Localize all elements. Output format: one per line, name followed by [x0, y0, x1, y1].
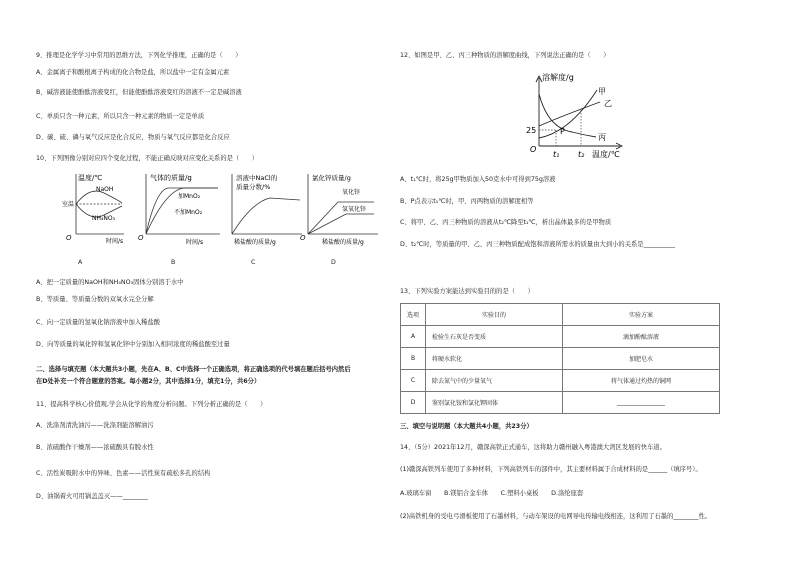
q11-option-d: D、油锅着火可用锅盖盖灭——________: [36, 493, 148, 500]
table-row: [401, 348, 720, 370]
graph-ylabel: 溶解度/g: [542, 73, 574, 82]
graph-a-xlabel: 时间/s: [106, 238, 124, 245]
q9-stem: 9、推理是化学学习中常用的思维方法，下列化学推理，正确的是（ ）: [36, 52, 242, 59]
row-b-purpose: 将硬水软化: [426, 348, 563, 370]
q12-option-b: B、P点表示t₁℃时，甲、丙两物质的溶解度相等: [400, 198, 534, 205]
q9-option-a: A、金属离子和酸根离子构成的化合物是盐，所以盐中一定有金属元素: [36, 69, 230, 76]
graph-c-tag: C: [251, 259, 256, 266]
graph-a-ylabel: 温度/℃: [78, 174, 103, 182]
solubility-graph: [512, 64, 630, 164]
q14-line1: 14、（5分）2021年12月，赣深高铁正式通车，这将助力赣州融入粤港澳大湾区发展的快车道。: [400, 444, 666, 451]
p-label: P: [560, 127, 565, 136]
q10-option-a: A、把一定质量的NaOH和NH₄NO₃固体分别溶于水中: [36, 279, 184, 286]
graph-c-ylabel-2: 质量分数/%: [236, 183, 271, 191]
row-a-purpose: 检验生石灰是否变质: [426, 326, 563, 348]
graph-c: [226, 168, 304, 248]
q10-stem: 10、下列图像分别对应四个变化过程，不能正确反映对应变化关系的是（ ）: [36, 155, 259, 162]
graph-a-tag: A: [78, 259, 83, 266]
q12-option-d: D、t₂℃时，等质量的甲、乙、丙三种物质配成饱和溶液所需水的质量由大到小的关系是__________: [400, 241, 676, 248]
graph-a-naoh: NaOH: [96, 186, 114, 193]
graph-b-ylabel: 气体的质量/g: [150, 174, 192, 182]
yi-label: 乙: [604, 99, 612, 108]
graph-a: [32, 168, 128, 248]
row-c-option: C: [401, 370, 426, 392]
table-row: [401, 392, 720, 414]
table-row: [401, 370, 720, 392]
graph-b-xlabel: 时间/s: [186, 239, 204, 246]
graph-b-without-mno2: 不加MnO₂: [174, 209, 203, 216]
row-d-option: D: [401, 392, 426, 414]
header-scheme: 实验方案: [563, 304, 720, 326]
q10-option-b: B、等质量、等质量分数的双氧水完全分解: [36, 296, 154, 303]
graph-b-tag: B: [171, 259, 176, 266]
nacl-fraction-curve: [232, 198, 300, 234]
section2-line1: 二、选择与填充题（本大题共3小题，先在A、B、C中选择一个正确选项，将正确选项的代号填在题后括号内然后: [36, 366, 351, 373]
graph-d-origin: O: [300, 234, 306, 242]
graph-d-zinc-oxide: 氧化锌: [342, 189, 361, 196]
header-purpose: 实验目的: [426, 304, 563, 326]
row-a-scheme: 滴加酚酞溶液: [563, 326, 720, 348]
q14-sub1: (1)赣深高铁列车使用了多种材料，下列高铁列车的部件中，其主要材料属于合成材料的是______（填序号）。: [400, 466, 702, 473]
q14-choices: A.玻璃车窗 B.镁铝合金车体 C.塑料小桌板 D.涤纶座套: [400, 490, 584, 497]
experiment-table: [400, 303, 720, 414]
t1-label: t₁: [553, 150, 560, 159]
q10-option-c: C、向一定质量的氢氧化钠溶液中加入稀盐酸: [36, 319, 161, 326]
y25-label: 25: [526, 126, 537, 135]
graph-b: [136, 168, 222, 248]
jia-label: 甲: [598, 87, 606, 96]
graph-a-origin: O: [66, 234, 72, 242]
row-d-purpose: 鉴别氯化铵和氯化钾固体: [426, 392, 563, 414]
table-header-row: [401, 304, 720, 326]
graph-d-ylabel: 氯化锌质量/g: [312, 174, 351, 182]
row-c-purpose: 除去氮气中的少量氧气: [426, 370, 563, 392]
q14-sub2: (2)高铁机身的受电弓滑板使用了石墨材料，与动车架设的电网导电传输电线相连，这利用了石墨的________性。: [400, 513, 712, 520]
header-option: 选项: [401, 304, 426, 326]
graph-d-tag: D: [331, 259, 336, 266]
q9-option-c: C、单质只含一种元素，所以只含一种元素的物质一定是单质: [36, 113, 205, 120]
q13-stem: 13、下列实验方案能达到实验目的的是（ ）: [400, 288, 534, 295]
t2-label: t₂: [578, 150, 585, 159]
origin-label: O: [530, 145, 537, 154]
q12-option-c: C、将甲、乙、丙三种物质的溶液从t₂℃降至t₁℃，析出晶体最多的是甲物质: [400, 219, 612, 226]
graph-c-ylabel-1: 溶液中NaCl的: [236, 174, 278, 182]
graph-xlabel: 温度/℃: [592, 150, 620, 159]
bing-curve: [539, 94, 596, 137]
row-b-scheme: 加肥皂水: [563, 348, 720, 370]
q11-option-c: C、活性炭吸附水中的异味、色素——活性炭有疏松多孔的结构: [36, 470, 211, 477]
section2-line2: 在D处补充一个符合题意的答案。每小题2分，其中选择1分，填充1分，共6分）: [36, 378, 261, 385]
q11-option-b: B、浓硫酸作干燥剂——浓硫酸具有脱水性: [36, 444, 154, 451]
graph-d: [294, 168, 380, 248]
q11-option-a: A、洗涤剂清洗油污——洗涤剂能溶解油污: [36, 422, 154, 429]
row-d-scheme: ________________: [563, 392, 720, 414]
q12-stem: 12、如图是甲、乙、丙三种物质的溶解度曲线，下列说法正确的是（ ）: [400, 52, 610, 59]
graph-c-xlabel: 稀盐酸的质量/g: [234, 239, 276, 246]
q10-option-d: D、向等质量的氧化锌和氢氧化锌中分别加入相同浓度的稀盐酸至过量: [36, 341, 230, 348]
table-row: [401, 326, 720, 348]
graph-b-origin: O: [138, 234, 144, 242]
row-b-option: B: [401, 348, 426, 370]
graph-d-zinc-hydroxide: 氢氧化锌: [342, 206, 367, 213]
row-a-option: A: [401, 326, 426, 348]
row-c-scheme: 将气体通过灼热的铜网: [563, 370, 720, 392]
q9-option-d: D、碳、硫、磷与氧气反应是化合反应，物质与氧气反应都是化合反应: [36, 134, 230, 141]
graph-d-xlabel: 稀盐酸的质量/g: [322, 239, 364, 246]
q11-stem: 11、提高科学核心价值观,学会从化学的角度分析问题。下列分析正确的是（ ）: [36, 401, 267, 408]
graph-a-nh4no3: NH₄NO₃: [92, 215, 116, 222]
q12-option-a: A、t₁℃时，将25g甲物质加入50克水中可得到75g溶液: [400, 176, 556, 183]
bing-label: 丙: [598, 133, 606, 142]
q9-option-b: B、碱溶液能使酚酞溶液变红，但能使酚酞溶液变红的溶液不一定是碱溶液: [36, 89, 242, 96]
graph-a-room-temp: 室温: [62, 201, 75, 208]
section3-title: 三、填空与说明题（本大题共4小题，共23分）: [400, 423, 533, 430]
graph-b-with-mno2: 加MnO₂: [178, 193, 201, 200]
